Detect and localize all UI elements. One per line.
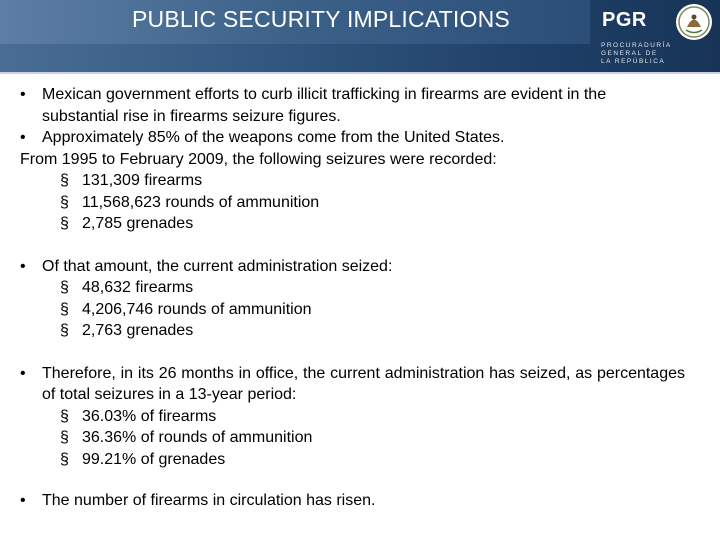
sub-bullet-item bbox=[20, 449, 685, 471]
org-name bbox=[601, 42, 672, 66]
paragraph: From 1995 to February 2009, the following seizures were recorded: bbox=[20, 150, 497, 168]
bullet-item bbox=[20, 127, 685, 149]
sub-bullet-item bbox=[20, 406, 685, 428]
sub-bullet-text: 4,206,746 rounds of ammunition bbox=[82, 300, 312, 318]
sub-bullet-text: 131,309 firearms bbox=[82, 172, 203, 189]
bullet-item bbox=[20, 84, 685, 127]
bullet-glyph: • bbox=[20, 364, 26, 382]
sub-bullet-item bbox=[20, 299, 685, 321]
title-band bbox=[0, 0, 590, 44]
sub-bullet-text: 2,785 grenades bbox=[82, 215, 194, 232]
sub-bullet-text: 2,763 grenades bbox=[82, 322, 194, 339]
pgr-logo: PGR bbox=[602, 9, 647, 31]
sub-bullet-text: 36.36% of rounds of ammunition bbox=[82, 429, 313, 446]
sub-bullet-glyph: § bbox=[60, 429, 69, 446]
bullet-item bbox=[20, 363, 685, 406]
bullet-text: Therefore, in its 26 months in office, the current administration has seized, as percentages of total seizures in a 13-year period: bbox=[42, 364, 685, 403]
bullet-item bbox=[20, 256, 685, 278]
slide-title: PUBLIC SECURITY IMPLICATIONS bbox=[132, 6, 510, 32]
sub-bullet-item bbox=[20, 277, 685, 299]
org-line-3: LA REPÚBLICA bbox=[601, 58, 666, 65]
bullet-glyph: • bbox=[20, 129, 26, 146]
sub-bullet-glyph: § bbox=[60, 172, 69, 189]
sub-bullet-glyph: § bbox=[60, 300, 69, 318]
sub-bullet-item bbox=[20, 320, 685, 342]
bullet-glyph: • bbox=[20, 257, 26, 275]
sub-bullet-item bbox=[20, 192, 685, 214]
sub-bullet-text: 11,568,623 rounds of ammunition bbox=[82, 193, 320, 211]
bullet-item bbox=[20, 490, 685, 512]
bullet-text: Of that amount, the current administration seized: bbox=[42, 257, 393, 275]
sub-bullet-item bbox=[20, 213, 685, 235]
slide-body bbox=[20, 84, 685, 512]
bullet-text: Mexican government efforts to curb illicit trafficking in firearms are evident in the substantial rise in firearms seizure figures. bbox=[42, 86, 607, 125]
sub-bullet-text: 48,632 firearms bbox=[82, 279, 194, 296]
sub-bullet-glyph: § bbox=[60, 407, 69, 425]
org-line-2: GENERAL DE bbox=[601, 50, 658, 57]
sub-bullet-glyph: § bbox=[60, 279, 69, 296]
slide-header bbox=[0, 0, 720, 72]
sub-bullet-item bbox=[20, 170, 685, 192]
header-divider bbox=[0, 72, 720, 74]
org-line-1: PROCURADURÍA bbox=[601, 42, 672, 49]
sub-bullet-glyph: § bbox=[60, 193, 69, 211]
bullet-text: Approximately 85% of the weapons come from the United States. bbox=[42, 129, 505, 146]
bullet-text: The number of firearms in circulation has risen. bbox=[42, 492, 376, 509]
sub-bullet-text: 99.21% of grenades bbox=[82, 450, 226, 468]
sub-bullet-text: 36.03% of firearms bbox=[82, 407, 217, 425]
sub-bullet-item bbox=[20, 427, 685, 449]
sub-bullet-glyph: § bbox=[60, 450, 69, 468]
sub-bullet-glyph: § bbox=[60, 322, 69, 339]
bullet-glyph: • bbox=[20, 86, 26, 103]
bullet-glyph: • bbox=[20, 492, 26, 509]
sub-bullet-glyph: § bbox=[60, 215, 69, 232]
mexican-coat-of-arms-icon bbox=[674, 2, 714, 42]
